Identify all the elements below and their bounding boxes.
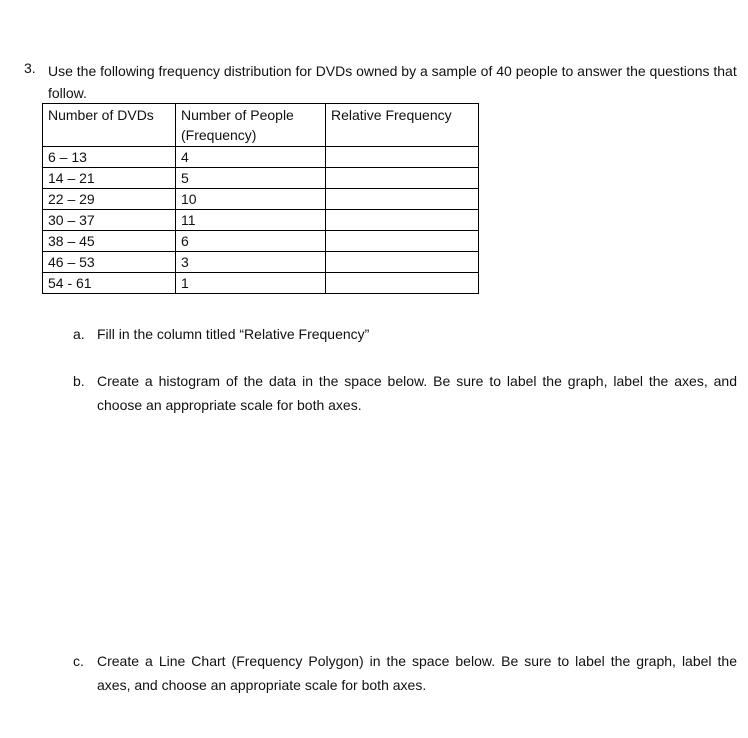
table-row: [43, 147, 479, 168]
frequency-table: [42, 103, 479, 294]
part-b-letter: b.: [73, 373, 85, 389]
part-a-letter: a.: [73, 326, 85, 342]
part-c: [73, 649, 737, 697]
relative-frequency-cell: [326, 273, 479, 294]
table-row: [43, 210, 479, 231]
header-number-of-dvds: Number of DVDs: [43, 104, 176, 147]
relative-frequency-cell: [326, 189, 479, 210]
dvd-range-cell: 30 – 37: [43, 210, 176, 231]
frequency-cell: 1: [176, 273, 326, 294]
part-c-text: Create a Line Chart (Frequency Polygon) in the space below. Be sure to label the graph, label the axes, and choose an appropriate scale for both axes.: [97, 653, 737, 693]
frequency-cell: 11: [176, 210, 326, 231]
part-b: [73, 369, 737, 417]
relative-frequency-cell: [326, 252, 479, 273]
relative-frequency-cell: [326, 168, 479, 189]
relative-frequency-cell: [326, 210, 479, 231]
part-c-letter: c.: [73, 653, 84, 669]
dvd-range-cell: 6 – 13: [43, 147, 176, 168]
table-row: [43, 189, 479, 210]
question-text: Use the following frequency distribution for DVDs owned by a sample of 40 people to answer the questions that follow.: [48, 63, 737, 101]
dvd-range-cell: 38 – 45: [43, 231, 176, 252]
table-row: [43, 273, 479, 294]
frequency-cell: 3: [176, 252, 326, 273]
table-row: [43, 168, 479, 189]
header-number-of-people: Number of People (Frequency): [176, 104, 326, 147]
dvd-range-cell: 22 – 29: [43, 189, 176, 210]
frequency-cell: 6: [176, 231, 326, 252]
frequency-cell: 4: [176, 147, 326, 168]
dvd-range-cell: 54 - 61: [43, 273, 176, 294]
part-b-text: Create a histogram of the data in the space below. Be sure to label the graph, label the axes, and choose an appropriate scale for both axes.: [97, 373, 737, 413]
table-row: [43, 231, 479, 252]
header-relative-frequency: Relative Frequency: [326, 104, 479, 147]
part-a: [73, 322, 733, 346]
relative-frequency-cell: [326, 231, 479, 252]
table-header-row: [43, 104, 479, 147]
dvd-range-cell: 46 – 53: [43, 252, 176, 273]
frequency-cell: 10: [176, 189, 326, 210]
frequency-cell: 5: [176, 168, 326, 189]
dvd-range-cell: 14 – 21: [43, 168, 176, 189]
question-number: 3.: [24, 60, 36, 76]
table-row: [43, 252, 479, 273]
relative-frequency-cell: [326, 147, 479, 168]
part-a-text: Fill in the column titled “Relative Frequency”: [97, 326, 370, 342]
